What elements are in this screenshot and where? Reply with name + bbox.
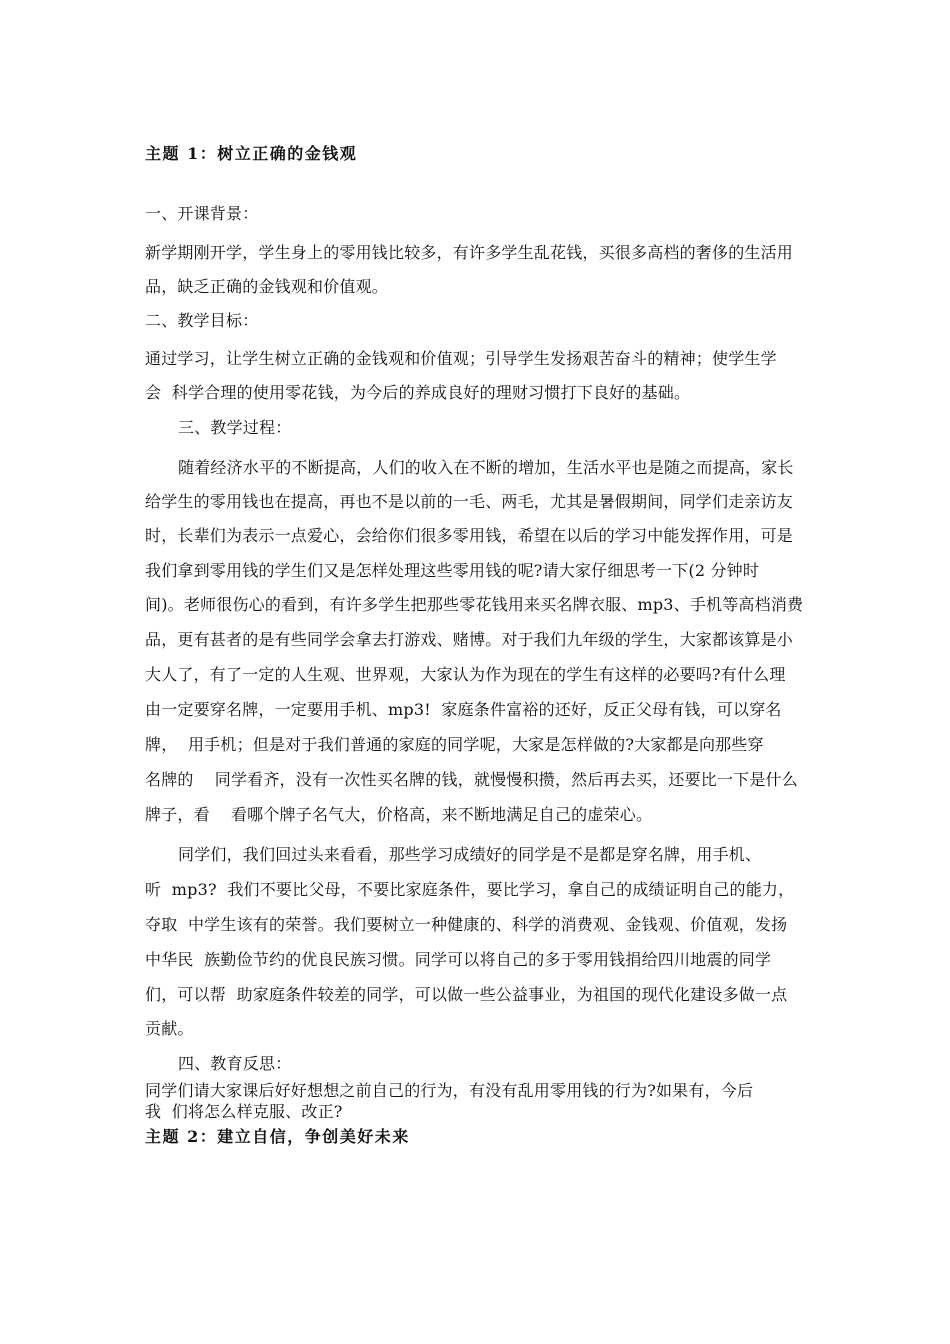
para2-line-6: 贡献。	[145, 1019, 194, 1038]
para2-line-4: 中华民 族勤俭节约的优良民族习惯。同学可以将自己的多于零用钱捐给四川地震的同学	[145, 950, 772, 969]
para1-line-10: 名牌的 同学看齐，没有一次性买名牌的钱，就慢慢积攒，然后再去买，还要比一下是什么	[145, 770, 798, 789]
para1-line-4: 我们拿到零用钱的学生们又是怎样处理这些零用钱的呢?请大家仔细思考一下(2 分钟时	[145, 561, 760, 580]
para1-line-3: 时，长辈们为表示一点爱心，会给你们很多零用钱，希望在以后的学习中能发挥作用，可是	[145, 526, 794, 545]
para1-line-1: 随着经济水平的不断提高，人们的收入在不断的增加，生活水平也是随之而提高，家长	[178, 458, 794, 477]
para2-line-5: 们，可以帮 助家庭条件较差的同学，可以做一些公益事业，为祖国的现代化建设多做一点	[145, 985, 788, 1004]
section2-heading: 二、教学目标：	[145, 311, 259, 330]
section2-line-2: 会 科学合理的使用零花钱，为今后的养成良好的理财习惯打下良好的基础。	[145, 383, 691, 402]
section1-line-2: 品，缺乏正确的金钱观和价值观。	[145, 277, 389, 296]
section1-heading: 一、开课背景：	[145, 204, 259, 223]
section2-line-1: 通过学习，让学生树立正确的金钱观和价值观；引导学生发扬艰苦奋斗的精神；使学生学	[145, 349, 777, 368]
topic1-title: 主题 1：树立正确的金钱观	[145, 144, 358, 163]
para1-line-6: 品，更有甚者的是有些同学会拿去打游戏、赌博。对于我们九年级的学生，大家都该算是小	[145, 630, 794, 649]
para1-line-7: 大人了，有了一定的人生观、世界观，大家认为作为现在的学生有这样的必要吗?有什么理	[145, 665, 786, 684]
section1-line-1: 新学期刚开学，学生身上的零用钱比较多，有许多学生乱花钱，买很多高档的奢侈的生活用	[145, 243, 794, 262]
para2-line-1: 同学们，我们回过头来看看，那些学习成绩好的同学是不是都是穿名牌，用手机、	[178, 845, 762, 864]
para1-line-9: 牌， 用手机；但是对于我们普通的家庭的同学呢，大家是怎样做的?大家都是向那些穿	[145, 735, 764, 754]
section4-heading: 四、教育反思：	[178, 1054, 292, 1073]
section4-line-1: 同学们请大家课后好好想想之前自己的行为，有没有乱用零用钱的行为?如果有，今后	[145, 1081, 754, 1100]
para1-line-8: 由一定要穿名牌，一定要用手机、mp3! 家庭条件富裕的还好，反正父母有钱，可以穿名	[145, 700, 782, 719]
topic2-title: 主题 2：建立自信，争创美好未来	[145, 1127, 410, 1146]
para2-line-3: 夺取 中学生该有的荣誉。我们要树立一种健康的、科学的消费观、金钱观、价值观，发扬	[145, 915, 788, 934]
para1-line-11: 牌子，看 看哪个牌子名气大，价格高，来不断地满足自己的虚荣心。	[145, 805, 653, 824]
section3-heading: 三、教学过程：	[178, 418, 292, 437]
para1-line-5: 间)。老师很伤心的看到，有许多学生把那些零花钱用来买名牌衣服、mp3、手机等高档消费	[145, 595, 804, 614]
para2-line-2: 听 mp3? 我们不要比父母，不要比家庭条件，要比学习，拿自己的成绩证明自己的能力，	[145, 880, 795, 899]
section4-line-2: 我 们将怎么样克服、改正?	[145, 1102, 343, 1121]
para1-line-2: 给学生的零用钱也在提高，再也不是以前的一毛、两毛，尤其是暑假期间，同学们走亲访友	[145, 492, 794, 511]
